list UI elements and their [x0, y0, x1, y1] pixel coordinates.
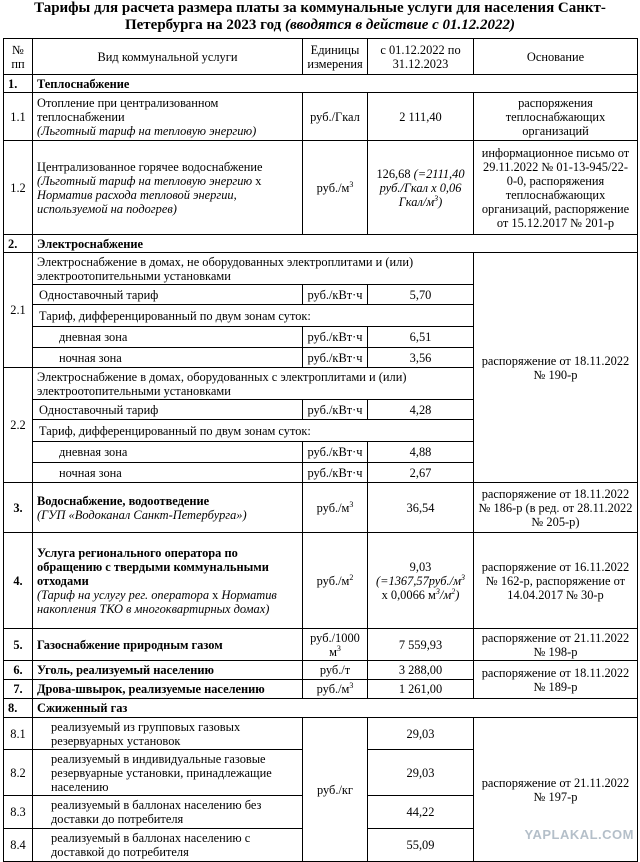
basis-cell: распоряжение от 18.11.2022 № 186-р (в ред. от 28.11.2022 № 205-р) — [474, 483, 638, 533]
section-title: Электроснабжение — [33, 235, 638, 253]
section-power-row — [4, 235, 638, 253]
value-cell: 1 261,00 — [368, 680, 474, 699]
header-period: с 01.12.2022 по 31.12.2023 — [368, 39, 474, 75]
unit-cell — [303, 483, 368, 533]
row-num: 6. — [4, 661, 33, 680]
table-row — [4, 483, 638, 533]
service-label: Централизованное горячее водоснабжение — [37, 159, 263, 174]
row-num: 8.4 — [4, 829, 33, 862]
service-note-a: (Тариф на услугу рег. оператора — [37, 587, 210, 602]
tariff-label: Одноставочный тариф — [33, 285, 303, 305]
unit-text: руб./м — [316, 180, 350, 195]
multiply-sign: х — [252, 173, 262, 188]
service-name — [33, 483, 303, 533]
row-num: 8.3 — [4, 796, 33, 829]
value-note: (=2111,40 руб./Гкал х 0,06 Гкал/м — [379, 166, 465, 209]
row-num: 1.2 — [4, 141, 33, 235]
service-name: реализуемый в индивидуальные газовые резервуарные установки, принадлежащие населению — [33, 750, 303, 796]
basis-cell: распоряжение от 21.11.2022 № 197-р — [474, 718, 638, 862]
value-text: 9,03 — [409, 559, 432, 574]
value-cell: 5,70 — [368, 285, 474, 305]
value-note-a: (=1367,57руб./м — [376, 573, 461, 588]
value-cell: 3,56 — [368, 348, 474, 368]
table-row — [4, 661, 638, 680]
table-header-row — [4, 39, 638, 75]
value-superscript: 3 — [460, 572, 465, 582]
row-num: 2.2 — [4, 368, 33, 483]
table-row — [4, 629, 638, 661]
unit-text: руб./м — [316, 573, 350, 588]
table-row — [4, 93, 638, 141]
table-row — [4, 718, 638, 750]
value-cell: 2,67 — [368, 463, 474, 483]
tariff-label: Тариф, дифференцированный по двум зонам суток: — [33, 420, 474, 442]
service-name: реализуемый в баллонах населению с доставкой до потребителя — [33, 829, 303, 862]
unit-text: руб./1000 м — [310, 630, 360, 659]
service-label: Услуга регионального оператора по обращению с твердыми коммунальными отходами — [37, 545, 269, 588]
service-name: Электроснабжение в домах, оборудованных с электроплитами и (или) электроотопительными установками — [33, 368, 474, 400]
service-name — [33, 533, 303, 629]
section-title: Теплоснабжение — [33, 75, 638, 93]
value-text: 126,68 — [376, 166, 411, 181]
value-cell: 2 111,40 — [368, 93, 474, 141]
zone-label: дневная зона — [33, 442, 303, 463]
service-name: Дрова-швырок, реализуемые населению — [33, 680, 303, 699]
unit-cell: руб./кВт·ч — [303, 285, 368, 305]
row-num: 4. — [4, 533, 33, 629]
unit-cell: руб./кВт·ч — [303, 400, 368, 420]
title-main: Тарифы для расчета размера платы за коммунальные услуги для населения Санкт-Петербурга на 2023 год — [34, 0, 606, 33]
row-num: 3. — [4, 483, 33, 533]
zone-label: ночная зона — [33, 348, 303, 368]
basis-cell: распоряжение от 18.11.2022 № 189-р — [474, 661, 638, 699]
row-num: 1.1 — [4, 93, 33, 141]
tariff-label: Одноставочный тариф — [33, 400, 303, 420]
header-num: № пп — [4, 39, 33, 75]
unit-superscript: 2 — [349, 572, 354, 582]
value-superscript: 3 — [435, 586, 440, 596]
value-cell: 4,28 — [368, 400, 474, 420]
header-service: Вид коммунальной услуги — [33, 39, 303, 75]
unit-superscript: 3 — [349, 680, 354, 690]
unit-cell: руб./кг — [303, 718, 368, 862]
header-unit: Единицы измерения — [303, 39, 368, 75]
value-note-c: /м — [439, 587, 452, 602]
document-title — [0, 0, 640, 34]
service-note-b: Норматив расхода тепловой энергии, используемой на подогрев) — [37, 187, 237, 216]
basis-cell: распоряжение от 21.11.2022 № 198-р — [474, 629, 638, 661]
value-note-b: х 0,0066 м — [381, 587, 436, 602]
watermark: YAPLAKAL.COM — [524, 827, 634, 842]
unit-cell: руб./т — [303, 661, 368, 680]
value-cell: 6,51 — [368, 327, 474, 348]
value-cell: 55,09 — [368, 829, 474, 862]
unit-cell: руб./Гкал — [303, 93, 368, 141]
value-superscript: 3 — [434, 193, 439, 203]
table-row — [4, 141, 638, 235]
basis-cell: распоряжение от 18.11.2022 № 190-р — [474, 253, 638, 483]
unit-cell: руб./кВт·ч — [303, 348, 368, 368]
row-num: 7. — [4, 680, 33, 699]
value-cell: 7 559,93 — [368, 629, 474, 661]
basis-cell: распоряжение от 16.11.2022 № 162-р, распоряжение от 14.04.2017 № 30-р — [474, 533, 638, 629]
row-num: 2.1 — [4, 253, 33, 368]
service-name — [33, 141, 303, 235]
service-name: Уголь, реализуемый населению — [33, 661, 303, 680]
service-label: Водоснабжение, водоотведение — [37, 493, 210, 508]
tariff-table — [3, 38, 638, 862]
basis-cell: информационное письмо от 29.11.2022 № 01-13-945/22-0-0, распоряжения теплоснабжающих организаций, распоряжение от 15.12.2017 № 201-р — [474, 141, 638, 235]
service-name: Электроснабжение в домах, не оборудованных электроплитами и (или) электроотопительными установками — [33, 253, 474, 285]
value-cell: 29,03 — [368, 750, 474, 796]
value-cell: 3 288,00 — [368, 661, 474, 680]
unit-superscript: 3 — [336, 643, 341, 653]
service-name: реализуемый из групповых газовых резервуарных установок — [33, 718, 303, 750]
service-note: (ГУП «Водоканал Санкт-Петербурга») — [37, 507, 247, 522]
value-superscript: 2 — [451, 586, 456, 596]
tariff-label: Тариф, дифференцированный по двум зонам суток: — [33, 305, 474, 327]
section-num: 8. — [4, 699, 33, 718]
section-heat-row — [4, 75, 638, 93]
unit-cell: руб./кВт·ч — [303, 327, 368, 348]
value-cell: 126,68 (=2111,40 руб./Гкал х 0,06 Гкал/$м^3$) — [368, 141, 474, 235]
unit-cell: руб./кВт·ч — [303, 442, 368, 463]
header-basis: Основание — [474, 39, 638, 75]
value-cell: 9,03 ($=1367,57руб./м^3$ х 0,0066 $м^3/м^2$) — [368, 533, 474, 629]
section-title: Сжиженный газ — [33, 699, 638, 718]
row-num: 8.2 — [4, 750, 33, 796]
value-cell: 4,88 — [368, 442, 474, 463]
section-num: 2. — [4, 235, 33, 253]
zone-label: ночная зона — [33, 463, 303, 483]
service-name — [33, 93, 303, 141]
service-note: (Льготный тариф на тепловую энергию) — [37, 123, 257, 138]
unit-cell — [303, 629, 368, 661]
multiply-sign: х — [209, 587, 222, 602]
value-cell: 29,03 — [368, 718, 474, 750]
unit-text: руб./м — [316, 500, 350, 515]
value-cell: 36,54 — [368, 483, 474, 533]
title-effective-date: (вводятся в действие с 01.12.2022) — [284, 17, 516, 33]
basis-cell: распоряжения теплоснабжающих организаций — [474, 93, 638, 141]
unit-superscript: 3 — [349, 499, 354, 509]
row-num: 8.1 — [4, 718, 33, 750]
zone-label: дневная зона — [33, 327, 303, 348]
service-label: Отопление при централизованном теплоснабжении — [37, 95, 219, 124]
service-note-a: (Льготный тариф на тепловую энергию — [37, 173, 253, 188]
value-cell: 44,22 — [368, 796, 474, 829]
service-note-b: Норматив накопления ТКО в многоквартирных домах) — [37, 587, 277, 616]
unit-cell — [303, 141, 368, 235]
row-num: 5. — [4, 629, 33, 661]
unit-text: руб./м — [316, 682, 350, 696]
unit-cell — [303, 533, 368, 629]
table-row — [4, 533, 638, 629]
service-name: реализуемый в баллонах населению без доставки до потребителя — [33, 796, 303, 829]
section-lpg-row — [4, 699, 638, 718]
unit-cell — [303, 680, 368, 699]
unit-superscript: 3 — [349, 179, 354, 189]
service-name: Газоснабжение природным газом — [33, 629, 303, 661]
section-num: 1. — [4, 75, 33, 93]
unit-cell: руб./кВт·ч — [303, 463, 368, 483]
table-row — [4, 253, 638, 285]
